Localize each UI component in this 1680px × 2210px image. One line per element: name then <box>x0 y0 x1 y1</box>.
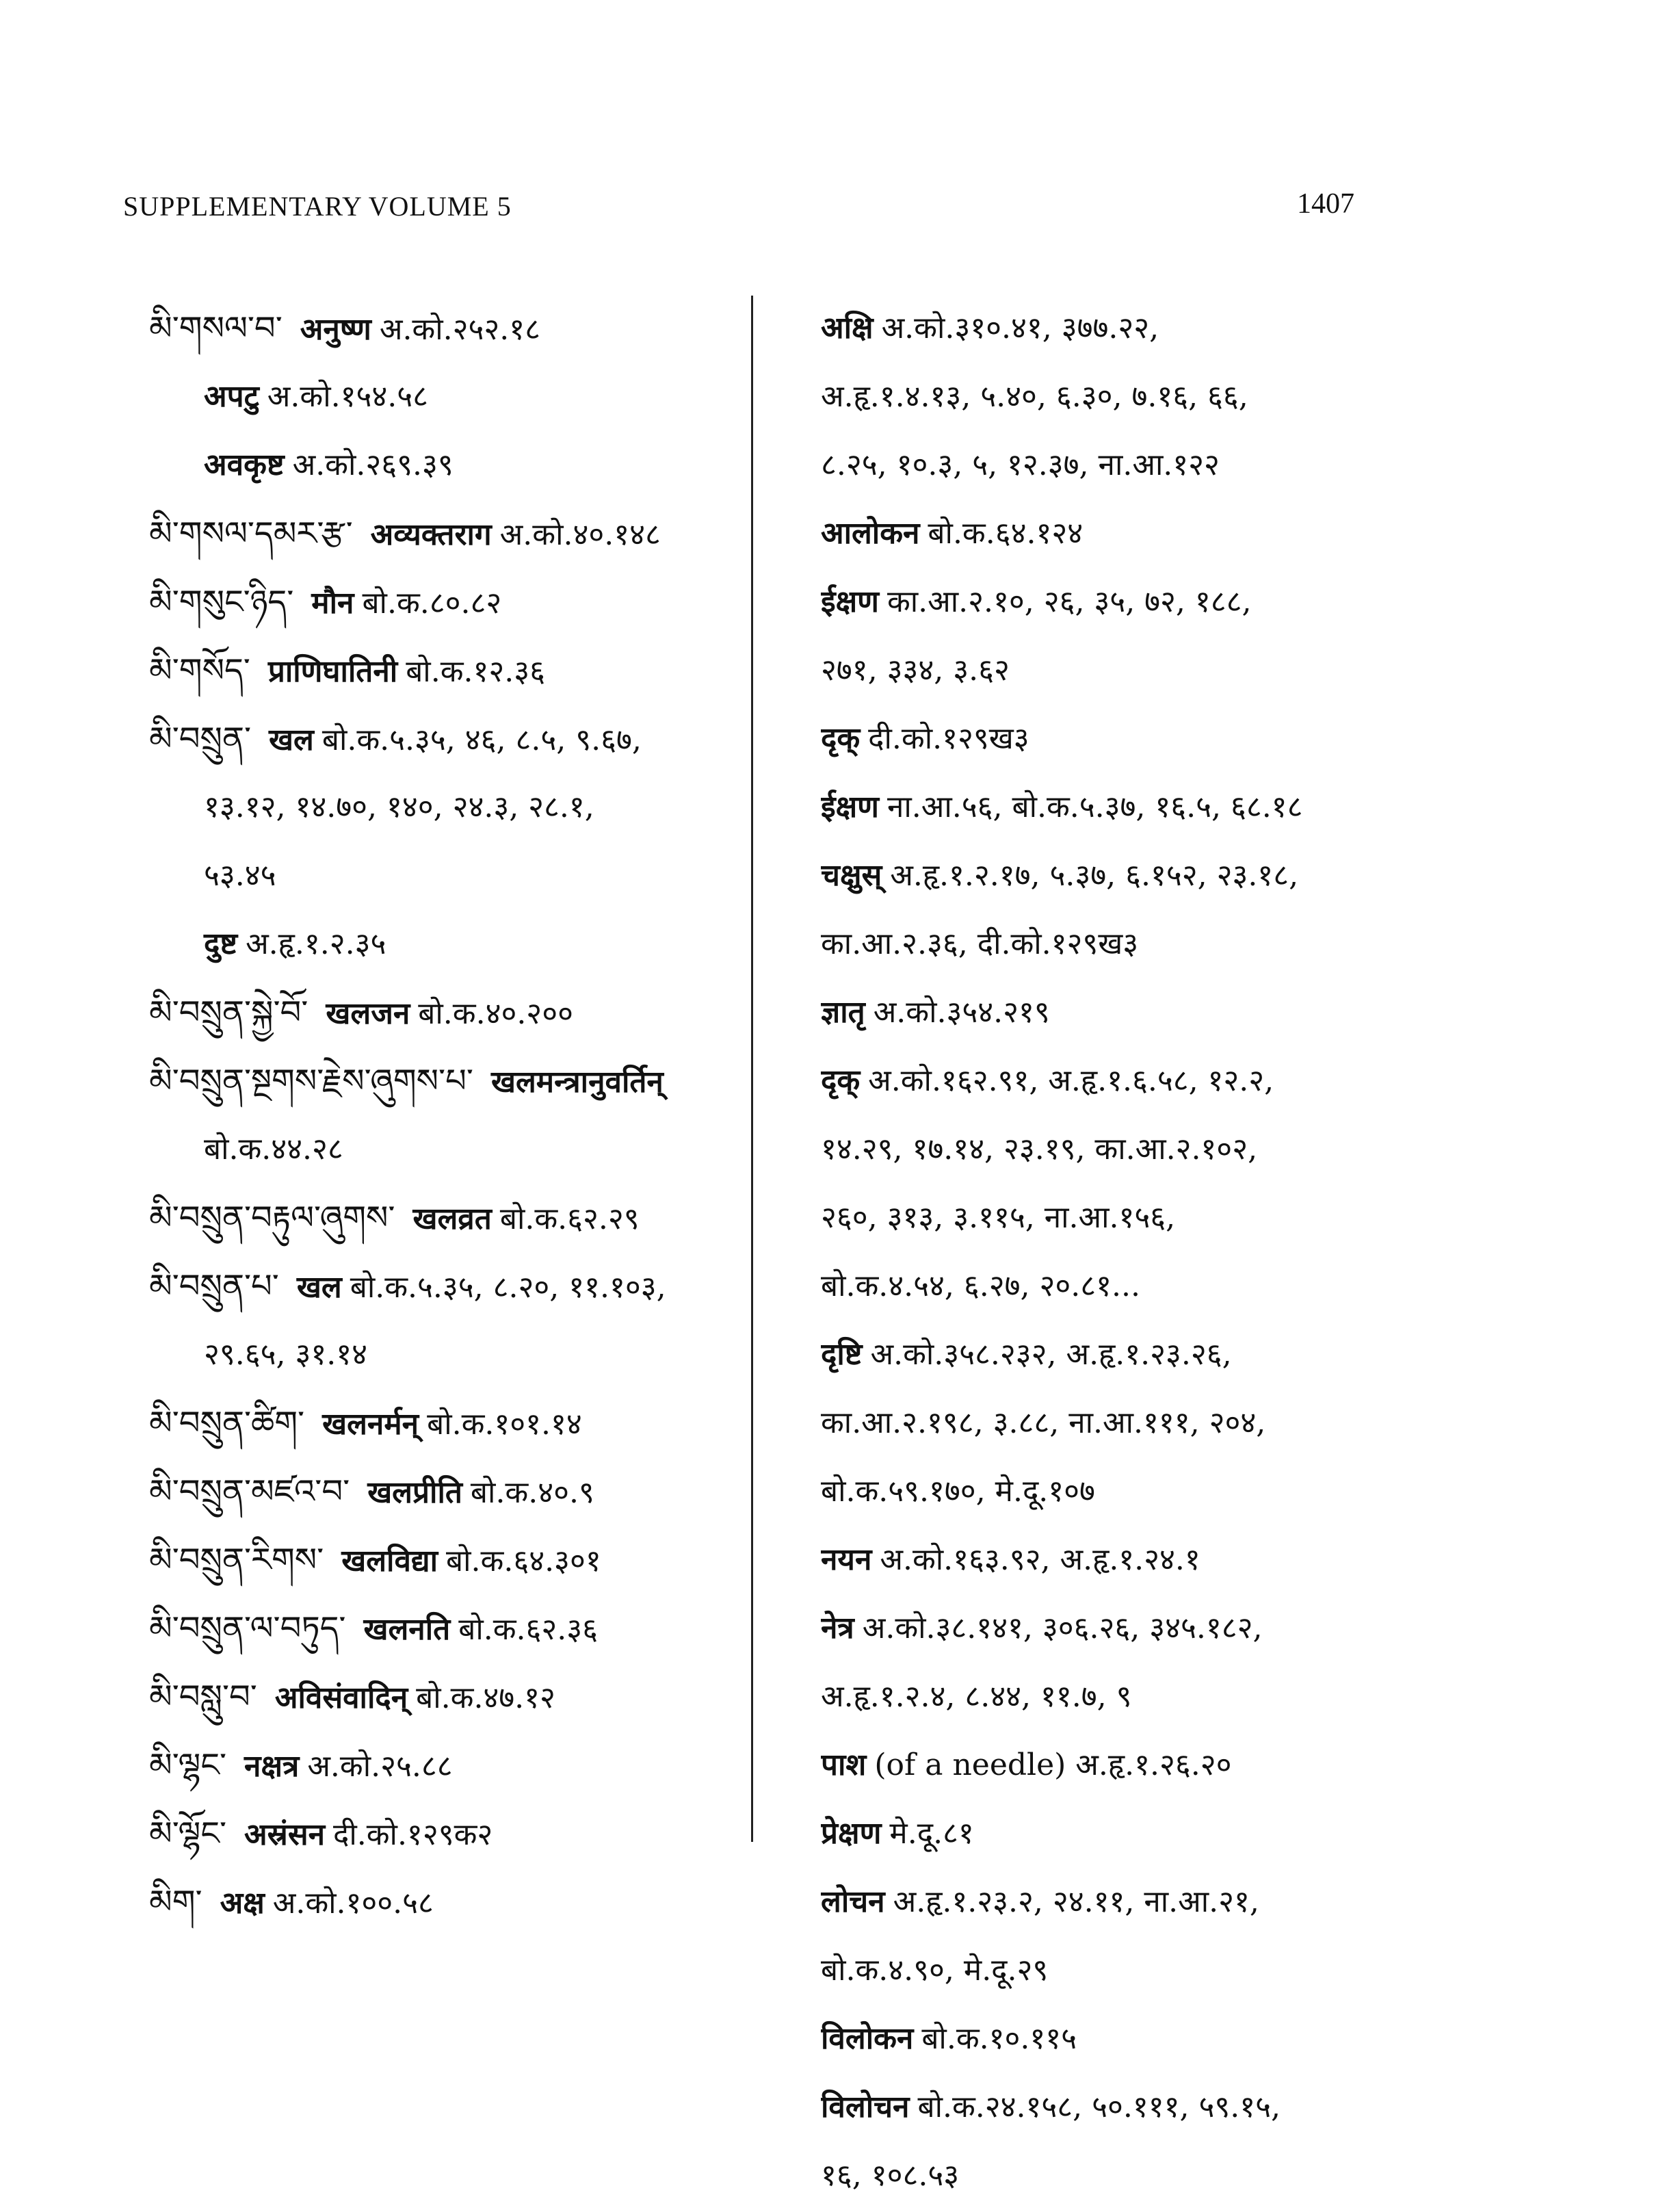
reference: अ.को.२५२.१८ <box>379 312 540 347</box>
reference: बो.क.४७.१२ <box>416 1680 555 1715</box>
dictionary-line <box>149 363 744 431</box>
reference: अ.हृ.१.२.४, ८.४४, ११.७, ९ <box>821 1679 1132 1714</box>
dictionary-line <box>149 1252 744 1321</box>
reference: ना.आ.५६, बो.क.५.३७, १६.५, ६८.१८ <box>887 790 1303 824</box>
reference: अ.को.२५.८८ <box>307 1749 453 1784</box>
tibetan-term: མི་ལྷང་ <box>149 1746 227 1784</box>
reference: बो.क.१२.३६ <box>406 654 545 689</box>
sanskrit-headword: आलोकन <box>821 516 920 551</box>
reference: अ.हृ.१.२.१७, ५.३७, ६.१५२, २३.१८, <box>890 858 1299 893</box>
dictionary-line <box>149 1115 744 1184</box>
reference: बो.क.१०.११५ <box>921 2021 1077 2056</box>
right-column <box>821 294 1389 2210</box>
dictionary-line <box>149 1731 744 1799</box>
sanskrit-headword: ईक्षण <box>821 790 879 824</box>
sanskrit-headword: अपटु <box>204 379 259 414</box>
sanskrit-headword: नक्षत्र <box>244 1749 300 1784</box>
sanskrit-headword: विलोचन <box>821 2090 910 2124</box>
dictionary-line <box>149 1457 744 1526</box>
sanskrit-headword: दृक् <box>821 721 861 756</box>
dictionary-line <box>821 842 1389 910</box>
left-column <box>149 294 744 1936</box>
reference: बो.क.४.९०, मे.दू.२९ <box>821 1953 1049 1988</box>
sanskrit-headword: प्रेक्षण <box>821 1816 882 1851</box>
dictionary-line <box>821 1457 1389 1526</box>
tibetan-term: མི་བསྲུན་བརྟུལ་ཞུགས་ <box>149 1199 395 1237</box>
dictionary-line <box>821 773 1389 842</box>
tibetan-term: མི་བསླུ་བ་ <box>149 1678 257 1716</box>
dictionary-line <box>149 842 744 910</box>
sanskrit-headword: नेत्र <box>821 1611 854 1646</box>
dictionary-line <box>821 1663 1389 1731</box>
dictionary-line <box>821 1799 1389 1868</box>
column-divider <box>751 296 753 1842</box>
reference: २७१, ३३४, ३.६२ <box>821 653 1010 688</box>
reference: बो.क.८०.८२ <box>362 586 502 621</box>
reference: बो.क.५.३५, ८.२०, ११.१०३, <box>350 1270 666 1305</box>
tibetan-term: མི་བསྲུན་པ་ <box>149 1267 279 1305</box>
dictionary-line <box>821 1526 1389 1594</box>
dictionary-line <box>149 294 744 363</box>
sanskrit-headword: खलनर्मन् <box>322 1407 419 1442</box>
dictionary-line <box>821 1868 1389 1936</box>
reference: अ.को.३१०.४१, ३७७.२२, <box>881 311 1159 346</box>
dictionary-line <box>821 1731 1389 1799</box>
dictionary-line <box>821 705 1389 773</box>
sanskrit-headword: दृष्टि <box>821 1337 863 1372</box>
sanskrit-headword: अनुष्ण <box>300 312 371 347</box>
tibetan-term: མི་བསྲུན་སྐྱེ་བོ་ <box>149 993 309 1032</box>
reference: बो.क.६४.१२४ <box>928 516 1084 551</box>
sanskrit-headword: पाश <box>821 1747 867 1782</box>
reference: १३.१२, १४.७०, १४०, २४.३, २८.१, <box>204 790 594 824</box>
dictionary-line <box>821 2073 1389 2142</box>
dictionary-line <box>149 431 744 499</box>
dictionary-line <box>821 636 1389 705</box>
reference: दी.को.१२९ख३ <box>868 721 1029 756</box>
tibetan-term: མི་གསོད་ <box>149 651 250 690</box>
sanskrit-headword: खलप्रीति <box>367 1475 462 1510</box>
dictionary-line <box>821 431 1389 499</box>
tibetan-term: མི་བསྲུན་མཛའ་བ་ <box>149 1472 350 1511</box>
dictionary-line <box>821 1184 1389 1252</box>
dictionary-line <box>821 1252 1389 1321</box>
dictionary-line <box>149 1047 744 1115</box>
reference: १४.२९, १७.१४, २३.१९, का.आ.२.१०२, <box>821 1132 1258 1167</box>
dictionary-line <box>821 1321 1389 1389</box>
reference: बो.क.६२.२९ <box>499 1201 640 1236</box>
reference: अ.को.१००.५८ <box>272 1886 434 1921</box>
dictionary-line <box>821 2142 1389 2210</box>
sanskrit-headword: खलविद्या <box>341 1544 438 1578</box>
sanskrit-headword: चक्षुस् <box>821 858 882 893</box>
sanskrit-headword: विलोकन <box>821 2021 914 2056</box>
dictionary-line <box>821 1047 1389 1115</box>
sanskrit-headword: अविसंवादिन् <box>274 1680 408 1715</box>
tibetan-term: མི་གསུང་ཉིད་ <box>149 583 294 621</box>
reference: दी.को.१२९क२ <box>333 1817 493 1852</box>
reference: बो.क.४.५४, ६.२७, २०.८१... <box>821 1269 1140 1303</box>
sanskrit-headword: नयन <box>821 1542 872 1577</box>
dictionary-line <box>821 1594 1389 1663</box>
tibetan-term: མི་བསྲུན་ལ་བཏུད་ <box>149 1609 346 1648</box>
dictionary-line <box>821 1115 1389 1184</box>
reference: बो.क.१०१.१४ <box>427 1407 582 1442</box>
sanskrit-headword: खलनति <box>363 1612 451 1647</box>
sanskrit-headword: ईक्षण <box>821 584 879 619</box>
dictionary-line <box>149 1663 744 1731</box>
page-number: 1407 <box>1297 188 1354 220</box>
reference: २६०, ३१३, ३.११५, ना.आ.१५६, <box>821 1200 1176 1235</box>
tibetan-term: མི་གསལ་བ་ <box>149 309 283 348</box>
reference: बो.क.२४.१५८, ५०.१११, ५९.१५, <box>917 2090 1281 2124</box>
reference: अ.हृ.१.२३.२, २४.११, ना.आ.२१, <box>893 1884 1259 1919</box>
dictionary-line <box>821 2005 1389 2073</box>
dictionary-line <box>149 1799 744 1868</box>
dictionary-line <box>149 1389 744 1457</box>
reference: २९.६५, ३१.१४ <box>204 1337 367 1372</box>
reference: ५३.४५ <box>204 858 276 893</box>
reference: बो.क.५.३५, ४६, ८.५, ९.६७, <box>321 723 642 757</box>
reference: अ.को.१६२.९१, अ.हृ.१.६.५८, १२.२, <box>868 1063 1274 1098</box>
running-head: SUPPLEMENTARY VOLUME 5 <box>123 191 512 222</box>
dictionary-line <box>149 1868 744 1936</box>
sanskrit-headword: अवकृष्ट <box>204 447 285 482</box>
reference: अ.हृ.१.२.३५ <box>246 926 386 961</box>
reference: अ.को.१६३.९२, अ.हृ.१.२४.१ <box>880 1542 1200 1577</box>
dictionary-line <box>149 1184 744 1252</box>
page-header <box>123 190 1354 231</box>
reference: ८.२५, १०.३, ५, १२.३७, ना.आ.१२२ <box>821 447 1220 482</box>
reference: अ.को.१५४.५८ <box>267 379 428 414</box>
dictionary-line <box>821 1389 1389 1457</box>
reference: मे.दू.८१ <box>889 1816 974 1851</box>
dictionary-line <box>149 1526 744 1594</box>
tibetan-term: མི་བསྲུན་སྔགས་རྗེས་ཞུགས་པ་ <box>149 1062 473 1100</box>
reference: अ.को.३५८.२३२, अ.हृ.१.२३.२६, <box>870 1337 1232 1372</box>
reference: बो.क.६२.३६ <box>458 1612 599 1647</box>
sanskrit-headword: दुष्ट <box>204 926 238 961</box>
sanskrit-headword: अक्ष <box>220 1886 265 1921</box>
reference: (of a needle) अ.हृ.१.२६.२० <box>874 1747 1232 1782</box>
sanskrit-headword: दृक् <box>821 1063 861 1098</box>
dictionary-line <box>149 705 744 773</box>
dictionary-line <box>821 294 1389 363</box>
reference: बो.क.४०.९ <box>470 1475 594 1510</box>
reference: का.आ.२.१०, २६, ३५, ७२, १८८, <box>887 584 1252 619</box>
dictionary-line <box>149 1594 744 1663</box>
sanskrit-headword: लोचन <box>821 1884 885 1919</box>
tibetan-term: མི་བསྲུན་རིགས་ <box>149 1541 324 1579</box>
tibetan-term: མི་བསྲུན་ <box>149 720 252 758</box>
sanskrit-headword: खल <box>296 1270 342 1305</box>
tibetan-term: མིག་ <box>149 1883 202 1921</box>
sanskrit-headword: प्राणिघातिनी <box>267 654 398 689</box>
dictionary-line <box>149 636 744 705</box>
dictionary-line <box>821 910 1389 978</box>
reference: बो.क.६४.३०१ <box>446 1544 601 1578</box>
sanskrit-headword: खलव्रत <box>412 1201 492 1236</box>
reference: १६, १०८.५३ <box>821 2158 960 2193</box>
reference: अ.को.४०.१४८ <box>499 517 661 552</box>
dictionary-line <box>149 910 744 978</box>
dictionary-line <box>821 978 1389 1047</box>
tibetan-term: མི་གསལ་དམར་རྩ་ <box>149 515 353 553</box>
sanskrit-headword: अव्यक्तराग <box>370 517 492 552</box>
reference: बो.क.४०.२०० <box>418 996 573 1031</box>
dictionary-line <box>149 978 744 1047</box>
dictionary-line <box>821 363 1389 431</box>
sanskrit-headword: खलमन्त्रानुवर्तिन् <box>490 1065 664 1100</box>
reference: अ.को.३५४.२१९ <box>873 995 1050 1030</box>
dictionary-line <box>149 1321 744 1389</box>
sanskrit-headword: अस्रंसन <box>244 1817 326 1852</box>
tibetan-term: མི་བསྲུན་ཚིག་ <box>149 1404 305 1442</box>
reference: का.आ.२.३६, दी.को.१२९ख३ <box>821 926 1139 961</box>
sanskrit-headword: खलजन <box>326 996 410 1031</box>
reference: अ.हृ.१.४.१३, ५.४०, ६.३०, ७.१६, ६६, <box>821 379 1248 414</box>
reference: का.आ.२.१९८, ३.८८, ना.आ.१११, २०४, <box>821 1405 1266 1440</box>
sanskrit-headword: खल <box>269 723 314 757</box>
reference: अ.को.३८.१४१, ३०६.२६, ३४५.१८२, <box>862 1611 1263 1646</box>
reference: अ.को.२६९.३९ <box>292 447 454 482</box>
dictionary-line <box>149 499 744 568</box>
sanskrit-headword: मौन <box>311 586 354 621</box>
tibetan-term: མི་ལྷོང་ <box>149 1815 227 1853</box>
reference: बो.क.४४.२८ <box>204 1132 343 1167</box>
dictionary-line <box>149 773 744 842</box>
dictionary-line <box>149 568 744 636</box>
sanskrit-headword: अक्षि <box>821 311 874 346</box>
dictionary-line <box>821 568 1389 636</box>
reference: बो.क.५९.१७०, मे.दू.१०७ <box>821 1474 1095 1509</box>
sanskrit-headword: ज्ञातृ <box>821 995 865 1030</box>
dictionary-line <box>821 499 1389 568</box>
dictionary-line <box>821 1936 1389 2005</box>
